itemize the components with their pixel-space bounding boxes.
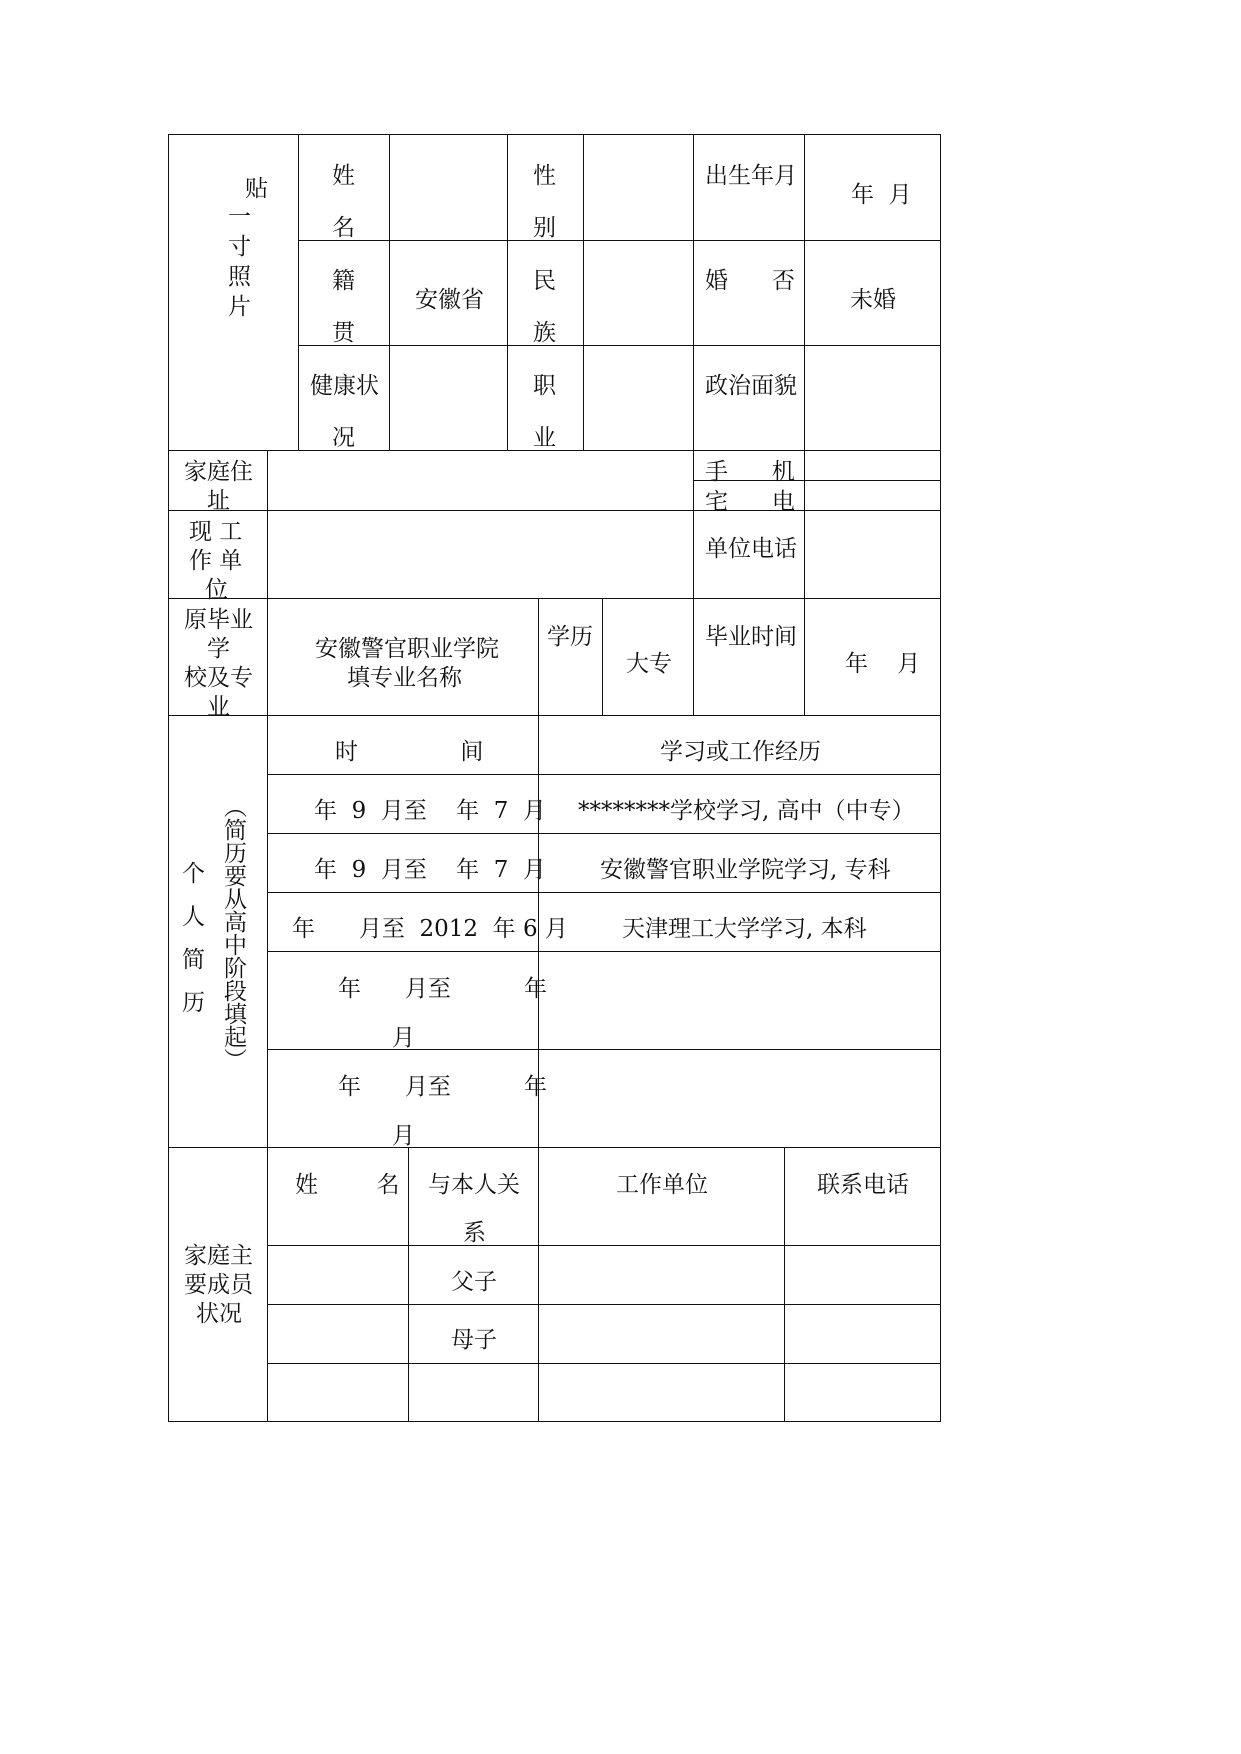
family-label-a: 家庭主	[184, 1243, 253, 1269]
birth-value: 年 月	[851, 182, 912, 208]
family-row-1-name[interactable]	[267, 1245, 409, 1305]
resume-row-2-time: 年 9 月至 年 7 月	[314, 857, 546, 883]
resume-row-4-time-a: 年 月至 年	[338, 976, 547, 1002]
resume-col-time-text: 时 间	[335, 739, 484, 765]
family-col-rel-b: 系	[463, 1220, 486, 1246]
mobile-value-cell[interactable]	[804, 450, 941, 481]
health-value-cell[interactable]	[389, 345, 508, 451]
name-label-b: 名	[332, 215, 355, 241]
resume-row-4-time-b: 月	[392, 1025, 415, 1051]
resume-row-3-time: 年 月至 2012 年 6 月	[292, 916, 568, 942]
home-phone-value-cell[interactable]	[804, 480, 941, 511]
school-value-a: 安徽警官职业学院	[315, 636, 499, 662]
job-label-a: 职	[533, 373, 556, 399]
photo-label-3: 寸	[228, 234, 251, 260]
work-label-a: 现 工	[189, 519, 243, 545]
native-value: 安徽省	[415, 287, 484, 313]
family-row-3-phone[interactable]	[784, 1363, 941, 1422]
work-label-b: 作 单	[189, 548, 243, 574]
resume-row-5-exp-cell[interactable]	[538, 1049, 941, 1148]
family-col-unit-text: 工作单位	[616, 1172, 708, 1198]
family-row-3-unit[interactable]	[538, 1363, 785, 1422]
degree-label: 学历	[547, 624, 593, 650]
photo-label-2: 一	[228, 204, 251, 230]
school-label-a: 原毕业	[184, 607, 253, 633]
resume-row-3-exp: 天津理工大学学习, 本科	[622, 916, 867, 942]
marital-label: 婚 否	[705, 268, 795, 294]
grad-label-cell	[693, 598, 805, 716]
mobile-label: 手 机	[705, 459, 795, 485]
job-value-cell[interactable]	[583, 345, 694, 451]
family-col-name-text: 姓 名	[295, 1172, 400, 1198]
address-label-a: 家庭住	[184, 459, 253, 485]
resume-side-d: 历	[182, 990, 205, 1016]
school-label-c: 校及专	[184, 665, 253, 691]
family-col-rel-a: 与本人关	[428, 1172, 520, 1198]
ethnic-label-b: 族	[533, 320, 556, 346]
sex-label-b: 别	[533, 215, 556, 241]
name-value-cell[interactable]	[389, 134, 508, 241]
grad-label: 毕业时间	[705, 624, 797, 650]
family-row-3-name[interactable]	[267, 1363, 409, 1422]
family-row-3-rel[interactable]	[408, 1363, 539, 1422]
resume-side-cell	[168, 715, 268, 1148]
native-label-b: 贯	[332, 320, 355, 346]
family-row-2-name[interactable]	[267, 1304, 409, 1364]
resume-row-4-exp-cell[interactable]	[538, 951, 941, 1050]
work-value-cell[interactable]	[267, 510, 694, 599]
photo-label-1: 贴	[245, 176, 268, 202]
work-label-c: 位	[205, 577, 228, 603]
family-col-phone-text: 联系电话	[817, 1172, 909, 1198]
family-label-b: 要成员	[184, 1272, 253, 1298]
sex-label-a: 性	[533, 163, 556, 189]
unit-phone-value-cell[interactable]	[804, 510, 941, 599]
photo-label-4: 照	[228, 264, 251, 290]
resume-row-1-exp: ********学校学习, 高中（中专）	[578, 798, 915, 824]
family-row-1-phone[interactable]	[784, 1245, 941, 1305]
degree-value: 大专	[626, 651, 672, 677]
school-label-d: 业	[207, 694, 230, 720]
resume-col-exp-text: 学习或工作经历	[660, 739, 821, 765]
family-row-2-phone[interactable]	[784, 1304, 941, 1364]
ethnic-label-a: 民	[533, 268, 556, 294]
resume-row-1-time: 年 9 月至 年 7 月	[314, 798, 546, 824]
health-label-a: 健康状	[310, 373, 379, 399]
family-label-c: 状况	[196, 1301, 242, 1327]
unit-phone-label: 单位电话	[705, 536, 797, 562]
family-row-1-rel: 父子	[451, 1269, 497, 1295]
grad-value: 年 月	[845, 651, 921, 677]
birth-label: 出生年月	[705, 163, 797, 189]
school-label-b: 学	[207, 636, 230, 662]
family-row-2-rel: 母子	[451, 1327, 497, 1353]
address-value-cell[interactable]	[267, 450, 694, 511]
resume-row-5-time-b: 月	[392, 1123, 415, 1149]
marital-value: 未婚	[850, 287, 896, 313]
school-value-b: 填专业名称	[347, 665, 462, 691]
degree-label-cell	[538, 598, 603, 716]
home-phone-label: 宅 电	[705, 489, 795, 515]
resume-row-5-time-a: 年 月至 年	[338, 1074, 547, 1100]
ethnic-value-cell[interactable]	[583, 240, 694, 346]
family-row-1-unit[interactable]	[538, 1245, 785, 1305]
sex-value-cell[interactable]	[583, 134, 694, 241]
political-label: 政治面貌	[705, 373, 797, 399]
name-label-a: 姓	[332, 163, 355, 189]
political-value-cell[interactable]	[804, 345, 941, 451]
photo-label-5: 片	[228, 294, 251, 320]
resume-row-2-exp: 安徽警官职业学院学习, 专科	[600, 857, 891, 883]
native-label-a: 籍	[332, 268, 355, 294]
job-label-b: 业	[533, 425, 556, 451]
resume-side-a: 个	[182, 861, 205, 887]
resume-side-c: 简	[182, 947, 205, 973]
resume-side-b: 人	[182, 904, 205, 930]
family-row-2-unit[interactable]	[538, 1304, 785, 1364]
resume-note: （简历要从高中阶段填起）	[220, 795, 246, 1071]
address-label-b: 址	[207, 488, 230, 514]
health-label-b: 况	[332, 425, 355, 451]
